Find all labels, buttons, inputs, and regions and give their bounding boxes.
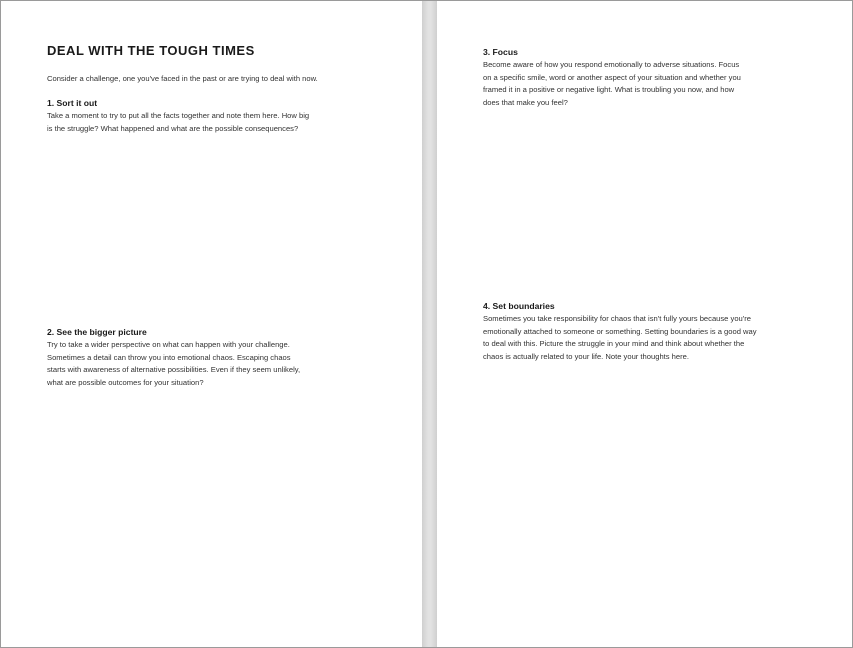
- section-line: chaos is actually related to your life. Note your thoughts here.: [483, 351, 689, 361]
- document-title: DEAL WITH THE TOUGH TIMES: [47, 43, 255, 58]
- section-line: Become aware of how you respond emotionally to adverse situations. Focus: [483, 60, 740, 69]
- section-set-boundaries: [483, 301, 757, 363]
- section-line: framed it in a positive or negative light. What is troubling you now, and how: [483, 85, 735, 95]
- section-line: starts with awareness of alternative possibilities. Even if they seem unlikely,: [47, 365, 301, 375]
- page-2: [437, 1, 852, 647]
- section-focus: [483, 47, 741, 109]
- section-line: does that make you feel?: [483, 97, 568, 107]
- section-line: emotionally attached to someone or something. Setting boundaries is a good way: [483, 326, 757, 336]
- section-line: Take a moment to try to put all the facts together and note them here. How big: [47, 111, 310, 120]
- section-heading: 2. See the bigger picture: [47, 327, 147, 337]
- section-line: on a specific smile, word or another aspect of your situation and whether you: [483, 72, 741, 82]
- page-gutter: [422, 1, 437, 647]
- section-heading: 4. Set boundaries: [483, 301, 555, 311]
- section-line: to deal with this. Picture the struggle in your mind and think about whether the: [483, 339, 745, 349]
- section-heading: 1. Sort it out: [47, 98, 98, 108]
- section-sort-it-out: [47, 98, 309, 135]
- intro-text: Consider a challenge, one you've faced in the past or are trying to deal with now.: [47, 74, 318, 83]
- section-line: Sometimes a detail can throw you into emotional chaos. Escaping chaos: [47, 352, 291, 362]
- section-line: Sometimes you take responsibility for chaos that isn't fully yours because you're: [483, 314, 751, 323]
- section-line: is the struggle? What happened and what are the possible consequences?: [47, 123, 299, 133]
- section-line: what are possible outcomes for your situation?: [47, 377, 204, 387]
- page-1: [1, 1, 422, 647]
- section-heading: 3. Focus: [483, 47, 518, 57]
- section-line: Try to take a wider perspective on what can happen with your challenge.: [47, 340, 290, 349]
- section-see-the-bigger-picture: [47, 327, 300, 389]
